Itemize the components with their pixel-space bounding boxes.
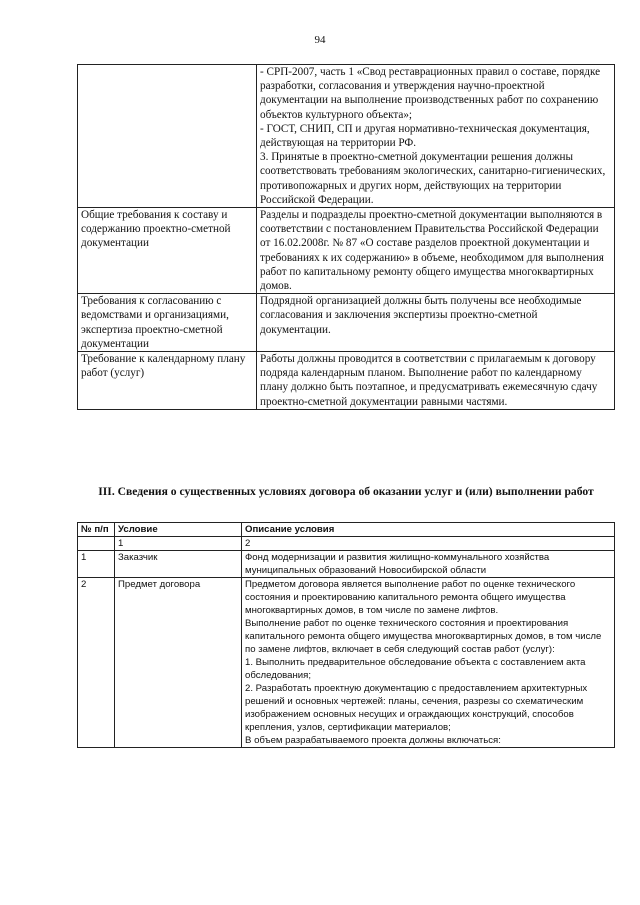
row-num: 1 [78, 551, 115, 578]
row-label [78, 65, 257, 208]
index-row [78, 537, 615, 551]
row-content [257, 65, 615, 208]
row-label: Требования к согласованию с ведомствами и организациями, экспертиза проектно-сметной документации [78, 294, 257, 352]
requirements-table [77, 64, 615, 410]
row-content [257, 208, 615, 294]
paragraph: В объем разрабатываемого проекта должны включаться: [245, 735, 501, 746]
row-content [257, 294, 615, 352]
index-num [78, 537, 115, 551]
paragraph: 3. Принятые в проектно-сметной документации решения должны соответствовать требованиям экологических, санитарно-гигиенических, противопожарных и других норм, действующих на территории Российской Федерации. [260, 151, 606, 206]
page-number: 94 [314, 34, 326, 46]
header-description: Описание условия [242, 523, 615, 537]
table-row [78, 578, 615, 748]
paragraph: - СРП-2007, часть 1 «Свод реставрационных правил о составе, порядке разработки, согласования и утверждения научно-проектной документации на выполнение производственных работ по сохранению объектов культурного объекта»; [260, 66, 601, 121]
header-condition: Условие [115, 523, 242, 537]
row-label: Общие требования к составу и содержанию проектно-сметной документации [78, 208, 257, 294]
table-row [78, 208, 615, 294]
paragraph: 2. Разработать проектную документацию с предоставлением архитектурных решений и основных чертежей: планы, сечения, разрезы со схематическим изображением основных несущих и ограждающих конструкций, способов крепления, узлов, сертификации материалов; [245, 683, 588, 733]
row-num: 2 [78, 578, 115, 748]
index-description: 2 [242, 537, 615, 551]
row-description [242, 551, 615, 578]
paragraph: 1. Выполнить предварительное обследование объекта с составлением акта обследования; [245, 657, 586, 681]
paragraph: Разделы и подразделы проектно-сметной документации выполняются в соответствии с постановлением Правительства Российской Федерации от 16.02.2008г. № 87 «О составе разделов проектной документации и требованиях к их содержанию» в объеме, необходимом для выполнения работ по капитальному ремонту общего имущества многоквартирных домов. [260, 209, 604, 293]
paragraph: - ГОСТ, СНИП, СП и другая нормативно-техническая документация, действующая на территории РФ. [260, 122, 590, 150]
paragraph: Предметом договора является выполнение работ по оценке технического состояния и проектированию капитального ремонта общего имущества многоквартирных домов, в том числе по замене лифтов. [245, 579, 576, 616]
paragraph: Выполнение работ по оценке технического состояния и проектирования капитального ремонта общего имущества многоквартирных домов, в том числе по замене лифтов, включает в себя следующий состав работ (услуг): [245, 618, 602, 655]
table-row [78, 352, 615, 410]
section-heading: III. Сведения о существенных условиях договора об оказании услуг и (или) выполнении работ [98, 485, 594, 498]
row-condition: Предмет договора [115, 578, 242, 748]
header-num: № п/п [78, 523, 115, 537]
contract-conditions-table [77, 522, 615, 748]
paragraph: Фонд модернизации и развития жилищно-коммунального хозяйства муниципальных образований Новосибирской области [245, 552, 550, 576]
table-row [78, 294, 615, 352]
index-condition: 1 [115, 537, 242, 551]
row-content [257, 352, 615, 410]
paragraph: Работы должны проводится в соответствии с прилагаемым к договору подряда календарным планом. Выполнение работ по календарному плану должно быть поэтапное, и предусматривать ежемесячную сдачу проектно-сметной документации равными частями. [260, 353, 598, 408]
paragraph: Подрядной организацией должны быть получены все необходимые согласования и заключения экспертизы проектно-сметной документации. [260, 295, 582, 336]
header-row [78, 523, 615, 537]
table-row [78, 551, 615, 578]
row-label: Требование к календарному плану работ (услуг) [78, 352, 257, 410]
row-description [242, 578, 615, 748]
row-condition: Заказчик [115, 551, 242, 578]
table-row [78, 65, 615, 208]
